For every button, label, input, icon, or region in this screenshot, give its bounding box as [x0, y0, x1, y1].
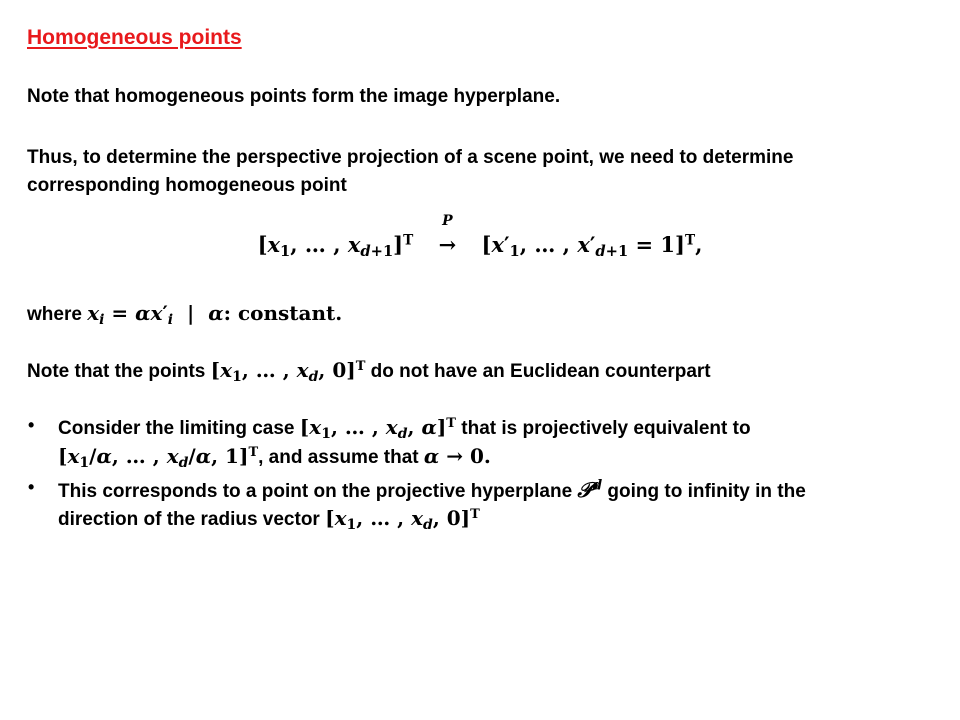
- bullet-2-prefix: This corresponds to a point on the projective hyperplane: [58, 481, 573, 502]
- bullet-1-line2-suffix: , and assume that: [258, 447, 419, 468]
- paragraph-perspective-line1: Thus, to determine the perspective projection of a scene point, we need to determine: [27, 147, 794, 168]
- bullet-1-math: [$x_1$, … , $x_d$, α]$^T$: [299, 415, 456, 442]
- note-prefix: Note that the points: [27, 361, 206, 382]
- equation-rhs: [$x'_1$, … , $x'_{d+1} = 1]^T$,: [481, 232, 703, 261]
- projection-arrow: P →: [438, 213, 457, 257]
- bullet-1-line1: [58, 415, 751, 442]
- bullet-1-prefix: Consider the limiting case: [58, 418, 295, 439]
- note-math: [$x_1$, … , $x_d$, 0]$^T$: [210, 358, 366, 385]
- bullet-marker-1: •: [28, 415, 35, 435]
- where-suffix: : constant.: [223, 301, 343, 325]
- bullet-2-line1: [58, 477, 806, 503]
- bullet-2-line2-math: [$x_1$, … , $x_d$, 0]$^T$: [325, 506, 480, 533]
- bullet-1-line2-math: [$x_1/\alpha$, … , $x_d/\alpha$, 1]$^T$: [58, 444, 259, 471]
- note-suffix: do not have an Euclidean counterpart: [370, 361, 711, 382]
- equation-lhs: [$x_1$, … , $x_{d+1}]^T$: [257, 232, 414, 261]
- bullet-2-line2-prefix: direction of the radius vector: [58, 509, 320, 530]
- note-line: [27, 358, 711, 385]
- slide-title: Homogeneous points: [27, 26, 242, 49]
- bullet-1-suffix: that is projectively equivalent to: [461, 418, 751, 439]
- bullet-marker-2: •: [28, 477, 35, 497]
- bullet-2-math: 𝒫$^d$: [577, 477, 603, 502]
- where-line: [27, 301, 342, 328]
- bullet-2-suffix: going to infinity in the: [607, 481, 806, 502]
- bullet-1-limit-math: α → 0.: [423, 444, 491, 468]
- bullet-2-line2: [58, 506, 480, 533]
- where-prefix: where: [27, 304, 82, 325]
- paragraph-perspective-line2: corresponding homogeneous point: [27, 175, 347, 196]
- projection-equation: [0, 213, 960, 261]
- where-math: $x_i = \alpha x'_i$ | α: [87, 301, 224, 328]
- arrow-label: P: [442, 213, 453, 229]
- paragraph-image-hyperplane: Note that homogeneous points form the image hyperplane.: [27, 86, 561, 107]
- bullet-1-line2: [58, 444, 491, 471]
